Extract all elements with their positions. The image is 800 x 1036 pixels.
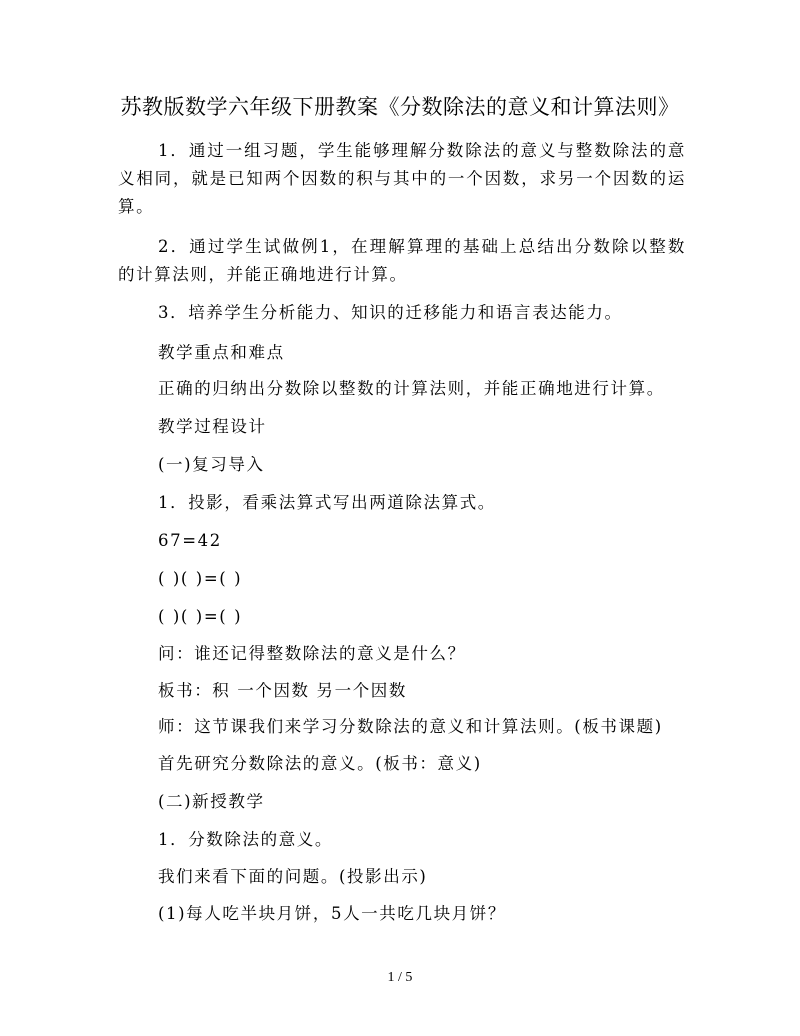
section-heading-process: 教学过程设计 xyxy=(158,417,267,436)
subsection-heading-review: (一)复习导入 xyxy=(158,455,265,474)
question-line: 问：谁还记得整数除法的意义是什么？ xyxy=(158,644,466,663)
problem-intro-line: 我们来看下面的问题。(投影出示) xyxy=(158,867,428,886)
key-points-text: 正确的归纳出分数除以整数的计算法则，并能正确地进行计算。 xyxy=(158,379,665,398)
equation-line: 67=42 xyxy=(158,531,222,550)
objective-paragraph-1: 1．通过一组习题，学生能够理解分数除法的意义与整数除法的意义相同，就是已知两个因数的积与其中的一个因数，求另一个因数的运算。 xyxy=(118,141,686,216)
section-heading-key-points: 教学重点和难点 xyxy=(158,343,285,362)
objective-paragraph-2: 2．通过学生试做例1，在理解算理的基础上总结出分数除以整数的计算法则，并能正确地进行计算。 xyxy=(118,237,686,284)
page-number: 1 / 5 xyxy=(387,970,413,985)
blank-equation-1: ( )( )=( ) xyxy=(158,569,243,588)
subsection-heading-new: (二)新授教学 xyxy=(158,792,265,811)
new-item-1: 1．分数除法的意义。 xyxy=(158,830,333,849)
teacher-line: 师：这节课我们来学习分数除法的意义和计算法则。(板书课题) xyxy=(158,717,663,736)
board-writing-line: 板书：积 一个因数 另一个因数 xyxy=(158,681,407,700)
objective-paragraph-3: 3．培养学生分析能力、知识的迁移能力和语言表达能力。 xyxy=(158,303,623,322)
problem-1-line: (1)每人吃半块月饼，5人一共吃几块月饼？ xyxy=(158,904,506,923)
blank-equation-2: ( )( )=( ) xyxy=(158,607,243,626)
document-title: 苏教版数学六年级下册教案《分数除法的意义和计算法则》 xyxy=(120,95,680,119)
review-item-1: 1．投影，看乘法算式写出两道除法算式。 xyxy=(158,493,496,512)
meaning-intro-line: 首先研究分数除法的意义。(板书：意义) xyxy=(158,754,482,773)
